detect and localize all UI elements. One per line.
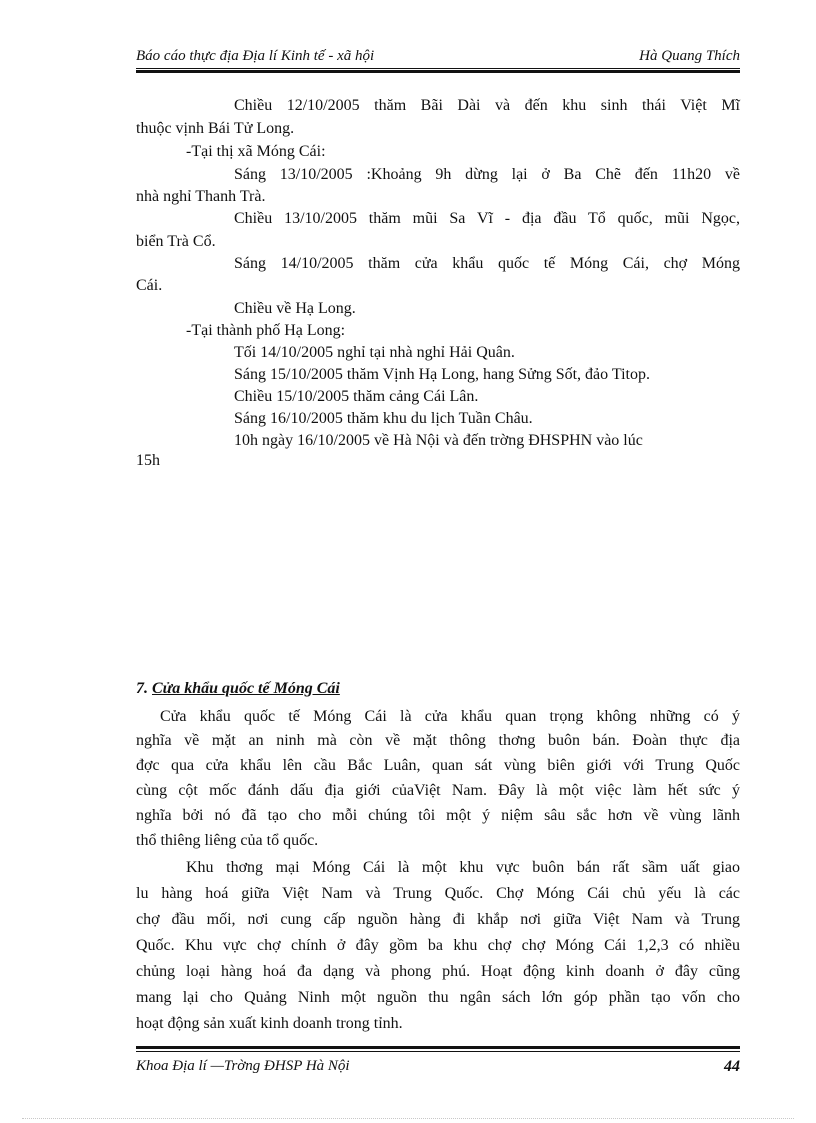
paragraph-line: chợ đầu mối, nơi cung cấp nguồn hàng đi khắp nơi giữa Việt Nam và Trung xyxy=(136,911,740,928)
itinerary-line: Chiều 12/10/2005 thăm Bãi Dài và đến khu sinh thái Việt Mĩ xyxy=(234,97,740,114)
page-header xyxy=(136,46,740,68)
header-author: Hà Quang Thích xyxy=(639,48,740,64)
itinerary-line: Sáng 15/10/2005 thăm Vịnh Hạ Long, hang Sửng Sốt, đảo Titop. xyxy=(234,366,650,383)
itinerary-line: nhà nghỉ Thanh Trà. xyxy=(136,188,266,205)
header-rule-thick xyxy=(136,70,740,73)
section-title: Cửa khẩu quốc tế Móng Cái xyxy=(152,680,340,697)
itinerary-line: 15h xyxy=(136,452,160,469)
page-number: 44 xyxy=(724,1058,740,1075)
header-title: Báo cáo thực địa Địa lí Kinh tế - xã hội xyxy=(136,48,375,64)
footer-rule-thick xyxy=(136,1046,740,1049)
header-rule-thin xyxy=(136,68,740,69)
itinerary-line: Sáng 14/10/2005 thăm cửa khẩu quốc tế Móng Cái, chợ Móng xyxy=(234,255,740,272)
section-heading xyxy=(136,680,340,698)
paragraph-line: thổ thiêng liêng của tổ quốc. xyxy=(136,832,319,849)
itinerary-line: Chiều 13/10/2005 thăm mũi Sa Vĩ - địa đầu Tổ quốc, mũi Ngọc, xyxy=(234,210,740,227)
itinerary-line: Tối 14/10/2005 nghỉ tại nhà nghỉ Hải Quân. xyxy=(234,344,515,361)
itinerary-line: Cái. xyxy=(136,277,163,294)
itinerary-line: -Tại thị xã Móng Cái: xyxy=(186,143,326,160)
paragraph-line: cùng cột mốc đánh dấu địa giới củaViệt Nam. Đây là một việc làm hết sức ý xyxy=(136,782,740,799)
paragraph-line: đợc qua cửa khẩu lên cầu Bắc Luân, quan sát vùng biên giới với Trung Quốc xyxy=(136,757,740,774)
paragraph-line: chủng loại hàng hoá đa dạng và phong phú. Hoạt động kinh doanh ở đây cũng xyxy=(136,963,740,980)
paragraph-line: lu hàng hoá giữa Việt Nam và Trung Quốc. Chợ Móng Cái chủ yếu là các xyxy=(136,885,740,902)
itinerary-line: 10h ngày 16/10/2005 về Hà Nội và đến trờng ĐHSPHN vào lúc xyxy=(234,432,643,449)
itinerary-line: thuộc vịnh Bái Tử Long. xyxy=(136,120,295,137)
footer-rule-thin xyxy=(136,1051,740,1052)
paragraph-line: mang lại cho Quảng Ninh một nguồn thu ngân sách lớn góp phần tạo vốn cho xyxy=(136,989,740,1006)
itinerary-line: Chiều về Hạ Long. xyxy=(234,300,356,317)
page-edge-divider xyxy=(22,1118,794,1119)
paragraph-line: Khu thơng mại Móng Cái là một khu vực buôn bán rất sầm uất giao xyxy=(186,859,740,876)
paragraph-line: hoạt động sản xuất kinh doanh trong tỉnh. xyxy=(136,1015,403,1032)
paragraph-line: Cửa khẩu quốc tế Móng Cái là cửa khẩu quan trọng không những có ý xyxy=(160,708,740,725)
itinerary-line: Sáng 16/10/2005 thăm khu du lịch Tuần Châu. xyxy=(234,410,533,427)
page-footer xyxy=(136,1058,740,1080)
paragraph-line: nghĩa về mặt an ninh mà còn về mặt thông thơng buôn bán. Đoàn thực địa xyxy=(136,732,740,749)
itinerary-line: Chiều 15/10/2005 thăm cảng Cái Lân. xyxy=(234,388,479,405)
itinerary-line: biển Trà Cổ. xyxy=(136,233,216,250)
itinerary-line: Sáng 13/10/2005 :Khoảng 9h dừng lại ở Ba Chẽ đến 11h20 về xyxy=(234,166,740,183)
paragraph-line: nghĩa bởi nó đã tạo cho mỗi chúng tôi một ý niệm sâu sắc hơn về vùng lãnh xyxy=(136,807,740,824)
section-number: 7. xyxy=(136,680,148,697)
itinerary-line: -Tại thành phố Hạ Long: xyxy=(186,322,346,339)
footer-institution: Khoa Địa lí —Trờng ĐHSP Hà Nội xyxy=(136,1058,350,1074)
paragraph-line: Quốc. Khu vực chợ chính ở đây gồm ba khu chợ chợ Móng Cái 1,2,3 có nhiều xyxy=(136,937,740,954)
